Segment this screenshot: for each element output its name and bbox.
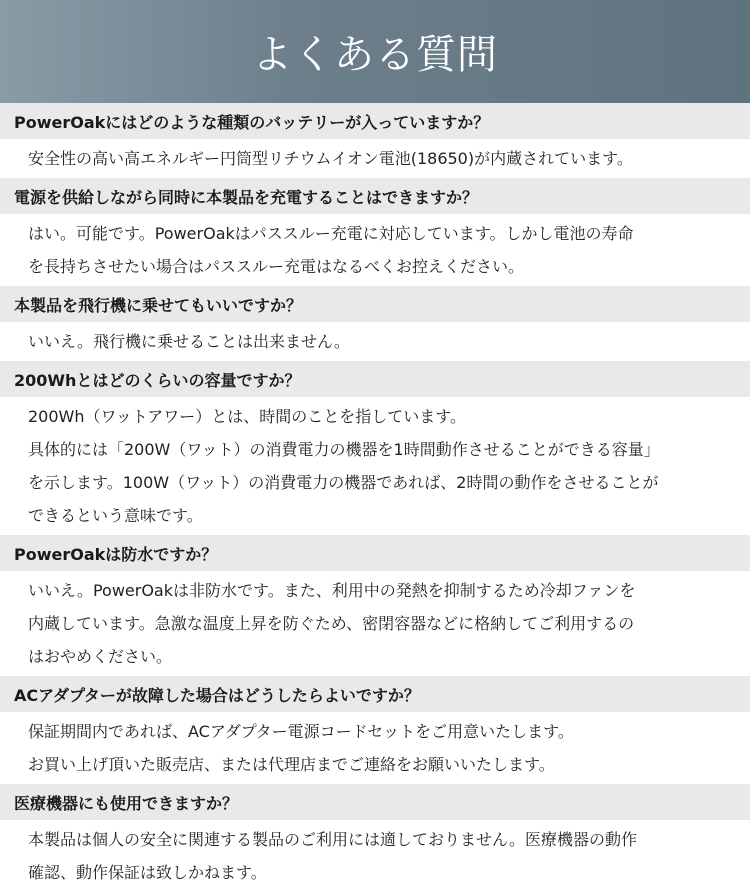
faq-question: 本製品を飛行機に乗せてもいいですか？ (0, 286, 750, 322)
faq-question: 200Whとはどのくらいの容量ですか？ (0, 361, 750, 397)
faq-item-ac-adapter (0, 676, 750, 784)
answer-line: できるという意味です。 (28, 506, 203, 525)
answer-line: を示します。100W（ワット）の消費電力の機器であれば、2時間の動作をさせることが (28, 473, 659, 492)
faq-question: PowerOakは防水ですか？ (0, 535, 750, 571)
faq-question: 電源を供給しながら同時に本製品を充電することはできますか？ (0, 178, 750, 214)
answer-line: 安全性の高い高エネルギー円筒型リチウムイオン電池(18650)が内蔵されています。 (28, 149, 633, 168)
faq-list (0, 103, 750, 880)
answer-line: 本製品は個人の安全に関連する製品のご利用には適しておりません。医療機器の動作 (28, 830, 637, 849)
faq-item-waterproof (0, 535, 750, 676)
faq-answer (0, 322, 750, 361)
answer-line: 内蔵しています。急激な温度上昇を防ぐため、密閉容器などに格納してご利用するの (28, 614, 635, 633)
answer-line: 確認、動作保証は致しかねます。 (28, 863, 267, 880)
faq-answer (0, 139, 750, 178)
answer-line: 200Wh（ワットアワー）とは、時間のことを指しています。 (28, 407, 466, 426)
faq-question: PowerOakにはどのような種類のバッテリーが入っていますか？ (0, 103, 750, 139)
answer-line: はい。可能です。PowerOakはパススルー充電に対応しています。しかし電池の寿命 (28, 224, 634, 243)
answer-line: いいえ。PowerOakは非防水です。また、利用中の発熱を抑制するため冷却ファンを (28, 581, 636, 600)
page-title: よくある質問 (252, 32, 498, 78)
faq-item-medical (0, 784, 750, 880)
faq-item-airplane (0, 286, 750, 361)
faq-answer (0, 214, 750, 286)
faq-item-capacity (0, 361, 750, 535)
faq-answer (0, 712, 750, 784)
answer-line: を長持ちさせたい場合はパススルー充電はなるべくお控えください。 (28, 257, 525, 276)
answer-line: はおやめください。 (28, 647, 173, 666)
faq-item-pass-through (0, 178, 750, 286)
header-banner (0, 0, 750, 103)
faq-answer (0, 571, 750, 676)
faq-answer (0, 820, 750, 880)
answer-line: 具体的には「200W（ワット）の消費電力の機器を1時間動作させることができる容量」 (28, 440, 660, 459)
faq-item-battery-type (0, 103, 750, 178)
faq-question: ACアダプターが故障した場合はどうしたらよいですか？ (0, 676, 750, 712)
answer-line: いいえ。飛行機に乗せることは出来ません。 (28, 332, 350, 351)
faq-question: 医療機器にも使用できますか？ (0, 784, 750, 820)
faq-answer (0, 397, 750, 535)
answer-line: 保証期間内であれば、ACアダプター電源コードセットをご用意いたします。 (28, 722, 574, 741)
answer-line: お買い上げ頂いた販売店、または代理店までご連絡をお願いいたします。 (28, 755, 555, 774)
